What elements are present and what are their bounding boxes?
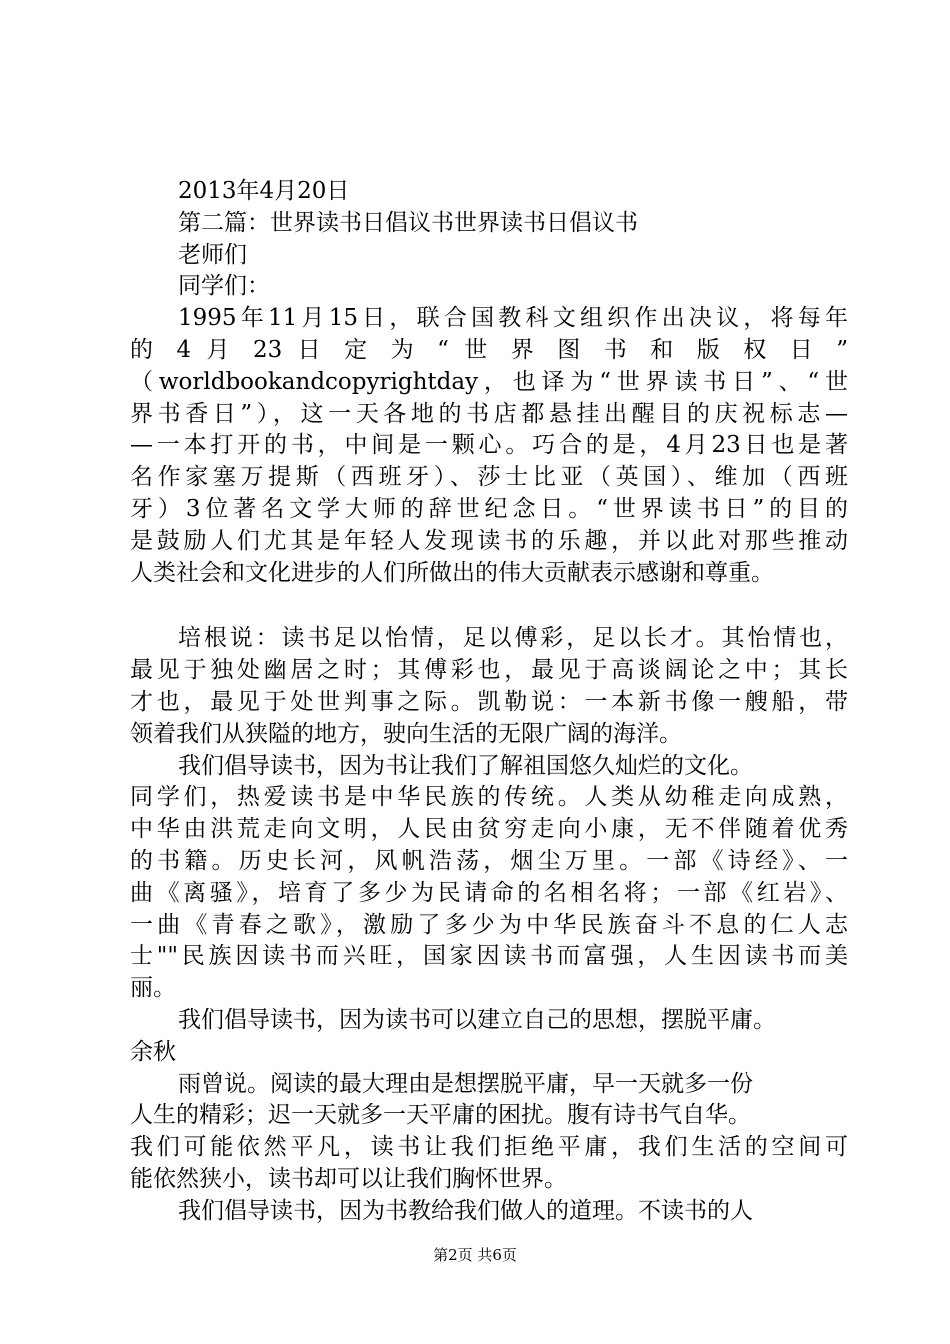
text-line: 我们倡导读书，因为书教给我们做人的道理。不读书的人	[178, 1197, 753, 1224]
text-line: 培根说：读书足以怡情，足以傅彩，足以长才。其怡情也，	[178, 625, 848, 652]
text-line: 我们倡导读书，因为书让我们了解祖国悠久灿烂的文化。	[178, 752, 753, 779]
text-line: 1995年11月15日，联合国教科文组织作出决议，将每年	[178, 305, 848, 332]
text-line: 人生的精彩；迟一天就多一天平庸的困扰。腹有诗书气自华。	[130, 1102, 751, 1129]
date-line: 2013年4月20日	[178, 178, 350, 204]
text-line: 一曲《青春之歌》，激励了多少为中华民族奋斗不息的仁人志	[130, 911, 848, 938]
text-line: （worldbookandcopyrightday，也译为“世界读书日”、“世	[130, 368, 848, 395]
text-line: 的书籍。历史长河，风帆浩荡，烟尘万里。一部《诗经》、一	[130, 847, 848, 874]
text-line: 界书香日”），这一天各地的书店都悬挂出醒目的庆祝标志—	[130, 400, 848, 427]
text-line: 最见于独处幽居之时；其傅彩也，最见于高谈阔论之中；其长	[130, 657, 848, 684]
text-line: 牙）3位著名文学大师的辞世纪念日。“世界读书日”的目的	[130, 495, 848, 522]
text-line: —一本打开的书，中间是一颗心。巧合的是，4月23日也是著	[130, 432, 848, 459]
salutation-students: 同学们：	[178, 273, 270, 300]
text-line: 领着我们从狭隘的地方，驶向生活的无限广阔的海洋。	[130, 720, 682, 747]
text-line: 曲《离骚》，培育了多少为民请命的名相名将；一部《红岩》、	[130, 879, 848, 906]
text-line: 士""民族因读书而兴旺，国家因读书而富强，人生因读书而美	[130, 943, 848, 970]
text-line: 能依然狭小，读书却可以让我们胸怀世界。	[130, 1165, 567, 1192]
text-line: 是鼓励人们尤其是年轻人发现读书的乐趣，并以此对那些推动	[130, 527, 848, 554]
text-line: 我们可能依然平凡，读书让我们拒绝平庸，我们生活的空间可	[130, 1134, 848, 1161]
document-body	[130, 176, 848, 1228]
text-line: 的 4 月 23 日 定 为 “ 世 界 图 书 和 版 权 日 ”	[130, 336, 848, 363]
text-line: 名作家塞万提斯（西班牙）、莎士比亚（英国）、维加（西班	[130, 464, 848, 491]
paragraph-gap	[130, 589, 848, 623]
text-line: 人类社会和文化进步的人们所做出的伟大贡献表示感谢和尊重。	[130, 559, 774, 586]
text-line: 丽。	[130, 975, 176, 1002]
text-line: 雨曾说。阅读的最大理由是想摆脱平庸，早一天就多一份	[178, 1070, 753, 1097]
section-title: 第二篇：世界读书日倡议书世界读书日倡议书	[178, 209, 638, 236]
page-number-footer: 第2页 共6页	[433, 1246, 517, 1264]
text-line: 余秋	[130, 1038, 176, 1065]
text-line: 我们倡导读书，因为读书可以建立自己的思想，摆脱平庸。	[178, 1006, 776, 1033]
text-line: 同学们，热爱读书是中华民族的传统。人类从幼稚走向成熟，	[130, 784, 848, 811]
salutation-teachers: 老师们	[178, 241, 247, 268]
text-line: 中华由洪荒走向文明，人民由贫穷走向小康，无不伴随着优秀	[130, 816, 848, 843]
text-line: 才也，最见于处世判事之际。凯勒说：一本新书像一艘船，带	[130, 688, 848, 715]
